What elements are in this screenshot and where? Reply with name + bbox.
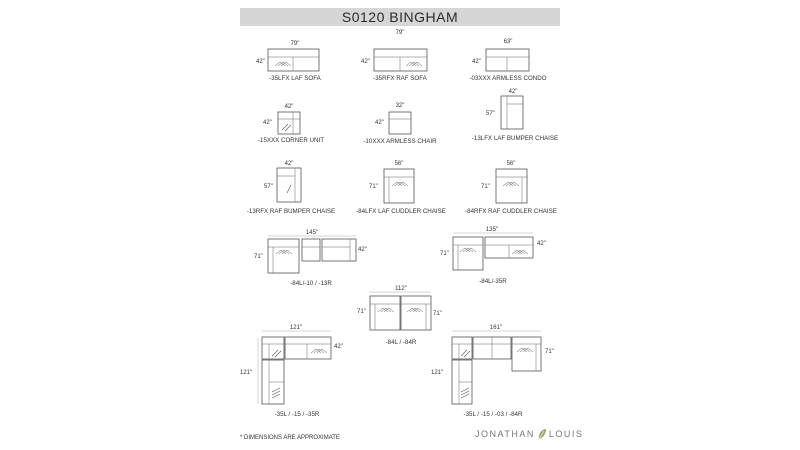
depth-label: 121" [240, 370, 253, 376]
piece-label: -84L/-10 / -13R [290, 280, 332, 287]
depth-label: 42" [472, 59, 481, 65]
width-label: 42" [284, 104, 294, 110]
depth-label: 71" [440, 251, 449, 257]
config-35l-15-35r [240, 325, 343, 418]
piece-label: -35RFX RAF SOFA [373, 75, 427, 82]
piece-raf-cuddler-chaise [465, 161, 557, 215]
piece-laf-bumper-chaise [472, 89, 558, 142]
piece-armless-condo [469, 39, 546, 82]
depth-label: 71" [357, 309, 366, 315]
width-label: 112" [395, 286, 407, 292]
piece-label: -35L / -15 / -03 / -84R [463, 411, 523, 418]
depth-label: 71" [254, 254, 263, 260]
piece-label: -84L / -84R [385, 339, 417, 346]
depth2-label: 71" [433, 311, 442, 317]
piece-laf-sofa [256, 41, 322, 82]
piece-armless-chair [363, 103, 437, 145]
depth-label: 42" [263, 120, 272, 126]
width-label: 79" [290, 41, 300, 47]
width-label: 135" [485, 227, 499, 233]
width-label: 42" [284, 161, 294, 167]
width-label: 56" [394, 161, 404, 167]
depth-label: 71" [481, 184, 490, 190]
width-label: 121" [289, 325, 303, 331]
piece-label: -10XXX ARMLESS CHAIR [363, 138, 437, 145]
depth2-label: 42" [358, 247, 367, 253]
depth-label: 42" [256, 59, 265, 65]
width-label: 145" [305, 230, 319, 236]
piece-label: -84L/-35R [479, 278, 507, 285]
depth2-label: 42" [537, 241, 546, 247]
piece-label: -13RFX RAF BUMPER CHAISE [246, 208, 336, 215]
width-label: 56" [506, 161, 516, 167]
piece-label: -84RFX RAF CUDDLER CHAISE [465, 208, 557, 215]
config-35l-15-03-84r [431, 325, 554, 418]
piece-raf-sofa [361, 49, 428, 82]
depth-label: 121" [431, 370, 444, 376]
page-title: S0120 BINGHAM [341, 9, 459, 25]
piece-laf-cuddler-chaise [356, 161, 446, 215]
width-label: 42" [508, 89, 518, 95]
brand-logo [475, 428, 583, 440]
depth-label: 57" [486, 111, 495, 117]
depth-label: 42" [375, 120, 384, 126]
piece-label: -15XXX CORNER UNIT [257, 137, 325, 144]
piece-corner-unit [258, 104, 324, 144]
width-label: 63" [503, 39, 513, 45]
piece-label: -84LFX LAF CUDDLER CHAISE [356, 208, 446, 215]
piece-label: -35L / -15 / -35R [274, 411, 320, 418]
depth2-label: 71" [545, 349, 554, 355]
brand-name-left: JONATHAN [475, 429, 535, 439]
depth2-label: 42" [334, 344, 343, 350]
piece-raf-bumper-chaise [247, 161, 335, 215]
top-dimension: 79" [395, 30, 405, 36]
depth-label: 57" [264, 184, 273, 190]
brand-name-right: LOUIS [548, 429, 584, 439]
width-label: 32" [395, 103, 405, 109]
width-label: 161" [489, 325, 503, 331]
depth-label: 71" [369, 184, 378, 190]
config-84l-84r [357, 286, 442, 346]
piece-label: -03XXX ARMLESS CONDO [469, 75, 547, 82]
config-84l-10-13r [254, 230, 367, 287]
config-84l-35r [440, 227, 546, 285]
depth-label: 42" [361, 59, 370, 65]
piece-label: -35LFX LAF SOFA [269, 75, 321, 82]
footnote: * DIMENSIONS ARE APPROXIMATE [240, 435, 340, 441]
leaf-icon [537, 428, 547, 440]
piece-label: -13LFX LAF BUMPER CHAISE [471, 135, 559, 142]
